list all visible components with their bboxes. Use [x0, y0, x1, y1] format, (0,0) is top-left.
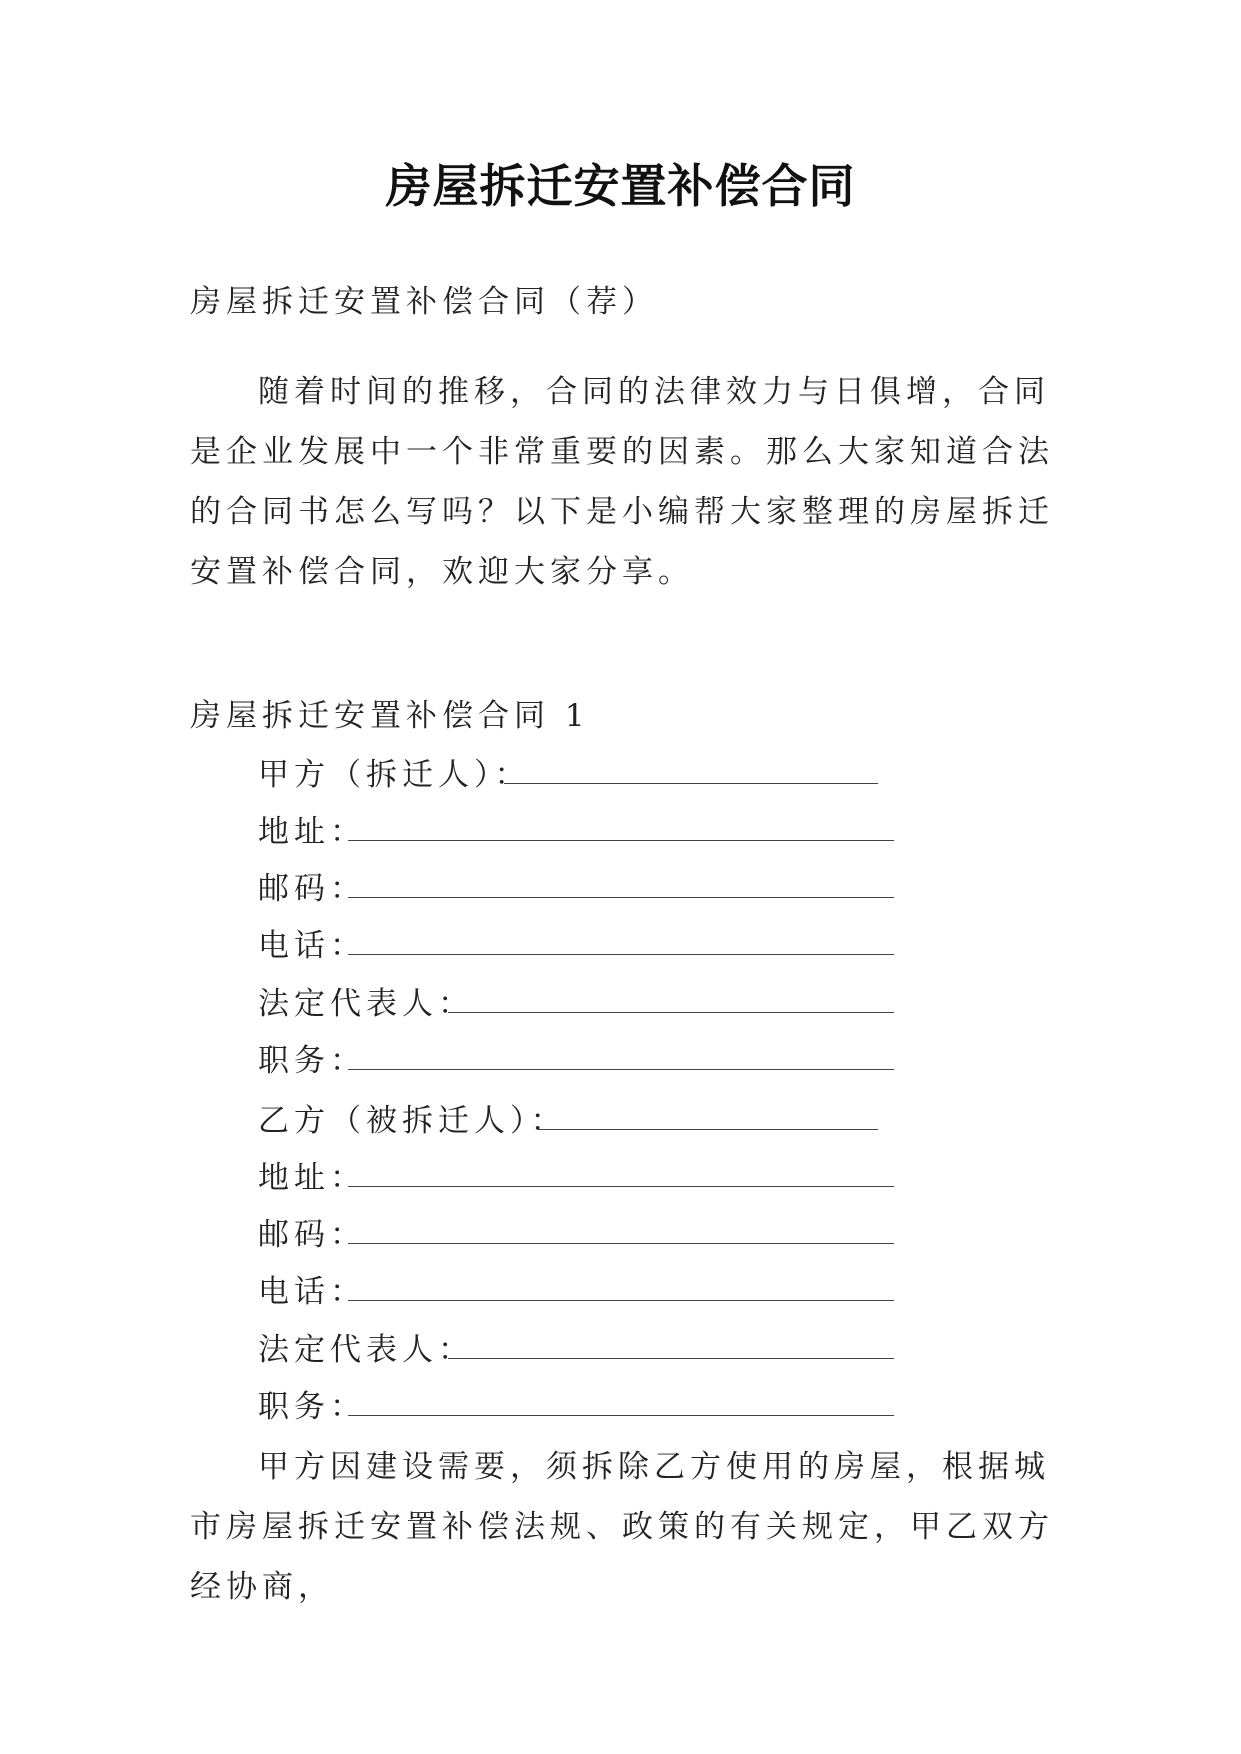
- party-a-address-field: [258, 812, 366, 852]
- party-b-legal-rep-blank[interactable]: [448, 1358, 894, 1359]
- party-a-legal-rep-label: 法定代表人：: [258, 986, 474, 1022]
- party-b-legal-rep-label: 法定代表人：: [258, 1332, 474, 1368]
- party-b-address-label: 地址：: [258, 1160, 366, 1196]
- party-a-position-label: 职务：: [258, 1043, 366, 1079]
- party-a-phone-blank[interactable]: [348, 954, 894, 955]
- party-b-blank[interactable]: [538, 1129, 878, 1130]
- document-title: 房屋拆迁安置补偿合同: [385, 159, 856, 213]
- party-a-phone-field: [258, 926, 366, 966]
- party-b-postcode-field: [258, 1215, 366, 1255]
- party-a-blank[interactable]: [504, 783, 878, 784]
- party-a-address-label: 地址：: [258, 814, 366, 850]
- party-b-postcode-blank[interactable]: [348, 1243, 894, 1244]
- party-a-position-field: [258, 1041, 366, 1081]
- party-a-postcode-field: [258, 869, 366, 909]
- party-b-legal-rep-field: [258, 1330, 474, 1370]
- intro-paragraph: 随着时间的推移，合同的法律效力与日俱增，合同是企业发展中一个非常重要的因素。那么大家知道合法的合同书怎么写吗？以下是小编帮大家整理的房屋拆迁安置补偿合同，欢迎大家分享。: [190, 374, 1054, 590]
- party-a-postcode-blank[interactable]: [348, 897, 894, 898]
- party-b-address-field: [258, 1158, 366, 1198]
- party-b-position-label: 职务：: [258, 1389, 366, 1425]
- party-b-field: [258, 1101, 567, 1141]
- party-a-postcode-label: 邮码：: [258, 871, 366, 907]
- party-a-position-blank[interactable]: [348, 1069, 894, 1070]
- party-b-phone-blank[interactable]: [348, 1300, 894, 1301]
- party-a-field: [258, 755, 531, 795]
- party-b-address-blank[interactable]: [348, 1186, 894, 1187]
- section-heading: 房屋拆迁安置补偿合同 1: [190, 698, 590, 734]
- party-a-phone-label: 电话：: [258, 928, 366, 964]
- closing-paragraph: 甲方因建设需要，须拆除乙方使用的房屋，根据城市房屋拆迁安置补偿法规、政策的有关规定，甲乙双方经协商，: [190, 1449, 1054, 1605]
- party-b-position-blank[interactable]: [348, 1415, 894, 1416]
- party-b-position-field: [258, 1387, 366, 1427]
- party-b-phone-field: [258, 1272, 366, 1312]
- party-b-phone-label: 电话：: [258, 1274, 366, 1310]
- party-a-label: 甲方（拆迁人）：: [258, 757, 531, 793]
- party-b-postcode-label: 邮码：: [258, 1217, 366, 1253]
- party-a-legal-rep-blank[interactable]: [448, 1012, 894, 1013]
- party-a-address-blank[interactable]: [348, 840, 894, 841]
- party-b-label: 乙方（被拆迁人）：: [258, 1103, 567, 1139]
- document-subtitle: 房屋拆迁安置补偿合同（荐）: [190, 284, 658, 320]
- party-a-legal-rep-field: [258, 984, 474, 1024]
